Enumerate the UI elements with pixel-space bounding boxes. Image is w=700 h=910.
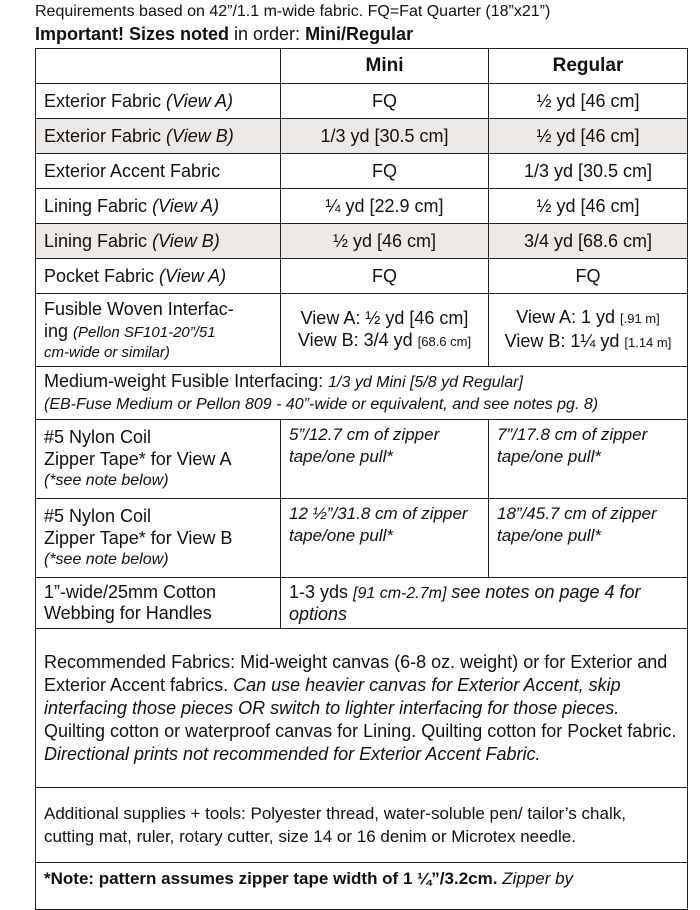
row-view: (View B) [166, 125, 234, 146]
table-row [36, 84, 688, 119]
medium-interfacing-label: Medium-weight Fusible Interfacing: [44, 371, 329, 391]
supplies-cell: Additional supplies + tools: Polyester thread, water-soluble pen/ tailor’s chalk, cutting mat, ruler, rotary cutter, size 14 or 16 denim or Microtex needle. [36, 788, 688, 863]
fabrics-row [36, 629, 688, 788]
medium-interfacing-line1 [44, 370, 679, 394]
note-bold: *Note: pattern assumes zipper tape width of 1 ¼”/3.2cm. [44, 869, 498, 888]
fabrics-cell [36, 629, 688, 788]
zipper-a-line1: #5 Nylon Coil [44, 427, 152, 447]
interfacing-mini-a: View A: ½ yd [46 cm] [300, 308, 469, 328]
zipper-a-label [36, 420, 281, 499]
row-label [36, 84, 281, 119]
zipper-b-line2: Zipper Tape* for View B [44, 528, 233, 548]
zipper-a-regular: 7”/17.8 cm of zipper tape/one pull* [489, 420, 688, 499]
zipper-b-note: (*see note below) [44, 551, 169, 568]
row-label-text: Exterior Fabric [44, 90, 167, 111]
row-label-text: Lining Fabric [44, 230, 153, 251]
cell-regular: ½ yd [46 cm] [489, 189, 688, 224]
interfacing-mini [281, 294, 489, 367]
zipper-b-regular: 18”/45.7 cm of zipper tape/one pull* [489, 499, 688, 578]
cell-regular: 1/3 yd [30.5 cm] [489, 154, 688, 189]
zipper-b-label [36, 499, 281, 578]
header-mini: Mini [281, 49, 489, 84]
interfacing-label-ing: ing [44, 321, 74, 341]
row-view: (View A) [152, 195, 220, 216]
header-regular: Regular [489, 49, 688, 84]
interfacing-mini-b [289, 329, 480, 353]
zipper-a-mini: 5”/12.7 cm of zipper tape/one pull* [281, 420, 489, 499]
webbing-value-metric: [91 cm-2.7m] [353, 584, 447, 602]
cell-mini: FQ [281, 154, 489, 189]
interfacing-label-line1: Fusible Woven Interfac- [44, 299, 234, 319]
interfacing-note1: (Pellon SF101-20”/51 [73, 324, 216, 341]
cell-mini: ¼ yd [22.9 cm] [281, 189, 489, 224]
interfacing-regular [489, 294, 688, 367]
interfacing-mini-b-small: [68.6 cm] [417, 334, 472, 349]
cell-regular: ½ yd [46 cm] [489, 119, 688, 154]
webbing-line2: Webbing for Handles [44, 603, 212, 623]
important-label: Important! Sizes noted [35, 24, 230, 44]
row-label-text: Lining Fabric [44, 195, 153, 216]
note-row [36, 863, 688, 910]
interfacing-regular-a-small: [.91 m] [619, 311, 660, 326]
interfacing-regular-b-small: [1.14 m] [624, 335, 672, 350]
medium-interfacing-row [36, 367, 688, 420]
cell-mini: FQ [281, 259, 489, 294]
zipper-a-row [36, 420, 688, 499]
cell-regular: ½ yd [46 cm] [489, 84, 688, 119]
webbing-line1: 1”-wide/25mm Cotton [44, 582, 217, 602]
important-note [35, 23, 413, 45]
cell-regular: FQ [489, 259, 688, 294]
fabrics-italic: Can use heavier canvas for Exterior Accent, skip interfacing those pieces OR switch to lighter interfacing for those pieces. [44, 674, 621, 718]
webbing-value-note: see notes on page 4 for options [289, 581, 641, 624]
row-label [36, 119, 281, 154]
interfacing-row [36, 294, 688, 367]
interfacing-regular-a [497, 306, 679, 330]
important-mid: in order: [229, 24, 306, 44]
row-label-text: Pocket Fabric [44, 265, 160, 286]
row-label [36, 154, 281, 189]
row-label-text: Exterior Fabric [44, 125, 167, 146]
interfacing-regular-b [497, 330, 679, 354]
requirements-note: Requirements based on 42”/1.1 m-wide fabric. FQ=Fat Quarter (18”x21”) [35, 3, 551, 20]
cell-regular: 3/4 yd [68.6 cm] [489, 224, 688, 259]
fabrics-lining: Quilting cotton or waterproof canvas for Lining. Quilting cotton for Pocket fabric. [44, 720, 677, 741]
important-sizes: Mini/Regular [305, 24, 414, 44]
cell-mini: FQ [281, 84, 489, 119]
interfacing-note2: cm-wide or similar) [44, 344, 170, 361]
note-italic: Zipper by [497, 869, 574, 888]
interfacing-label [36, 294, 281, 367]
table-row [36, 224, 688, 259]
interfacing-label-line2 [44, 320, 272, 344]
zipper-b-mini: 12 ½”/31.8 cm of zipper tape/one pull* [281, 499, 489, 578]
header-empty [36, 49, 281, 84]
table-header-row [36, 49, 688, 84]
zipper-a-line2: Zipper Tape* for View A [44, 449, 232, 469]
row-label [36, 224, 281, 259]
table-row [36, 259, 688, 294]
medium-interfacing-amount: 1/3 yd Mini [5/8 yd Regular] [328, 374, 523, 391]
medium-interfacing-note: (EB-Fuse Medium or Pellon 809 - 40”-wide or equivalent, and see notes pg. 8) [44, 396, 599, 413]
webbing-value [281, 578, 688, 629]
table-row [36, 119, 688, 154]
fabrics-text: Recommended Fabrics: Mid-weight canvas (6-8 oz. weight) or for Exterior and Exterior Accent fabrics. [44, 651, 668, 695]
table-row [36, 154, 688, 189]
interfacing-mini-b-text: View B: 3/4 yd [297, 330, 418, 350]
requirements-table [35, 48, 688, 910]
row-view: (View A) [159, 265, 227, 286]
note-cell [36, 863, 688, 910]
row-label-text: Exterior Accent Fabric [44, 160, 221, 181]
row-label [36, 259, 281, 294]
zipper-a-note: (*see note below) [44, 472, 169, 489]
supplies-row [36, 788, 688, 863]
webbing-label [36, 578, 281, 629]
cell-mini: 1/3 yd [30.5 cm] [281, 119, 489, 154]
interfacing-regular-a-text: View A: 1 yd [516, 307, 620, 327]
zipper-b-row [36, 499, 688, 578]
table-row [36, 189, 688, 224]
medium-interfacing-cell [36, 367, 688, 420]
cell-mini: ½ yd [46 cm] [281, 224, 489, 259]
row-view: (View B) [152, 230, 220, 251]
interfacing-regular-b-text: View B: 1¼ yd [504, 331, 625, 351]
row-label [36, 189, 281, 224]
zipper-b-line1: #5 Nylon Coil [44, 506, 152, 526]
fabrics-directional-note: Directional prints not recommended for Exterior Accent Fabric. [44, 743, 541, 764]
webbing-row [36, 578, 688, 629]
row-view: (View A) [166, 90, 234, 111]
webbing-value-amount: 1-3 yds [289, 581, 354, 602]
